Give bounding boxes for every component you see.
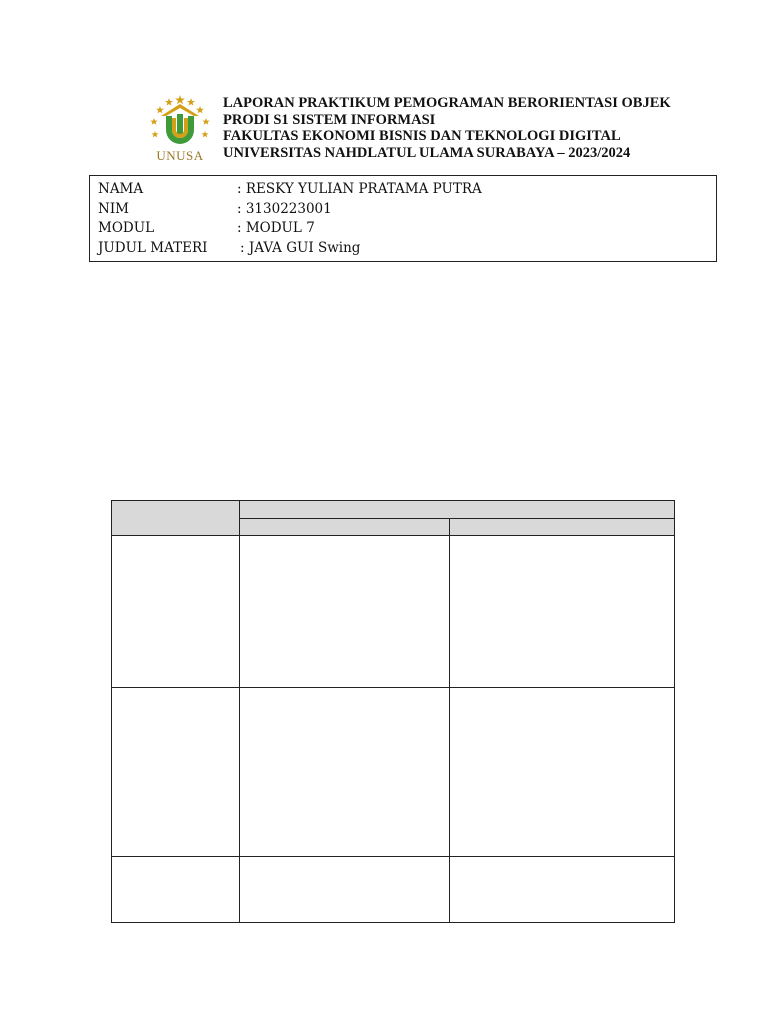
identity-row-modul [98, 219, 708, 239]
table-cell [111, 687, 240, 857]
table-cell [239, 687, 450, 857]
table-header-left [111, 500, 240, 536]
empty-table [111, 500, 675, 923]
logo-emblem-icon [147, 92, 213, 150]
identity-label: NAMA [98, 181, 144, 197]
header-line-university: UNIVERSITAS NAHDLATUL ULAMA SURABAYA – 2023/2024 [223, 144, 631, 161]
report-header [223, 95, 671, 161]
table-header-top [239, 500, 675, 519]
table-cell [239, 856, 450, 923]
header-line-program: PRODI S1 SISTEM INFORMASI [223, 111, 436, 128]
table-cell [239, 535, 450, 688]
identity-value: : MODUL 7 [237, 220, 315, 236]
table-cell [449, 856, 675, 923]
identity-label: JUDUL MATERI [98, 239, 208, 256]
identity-box [89, 175, 717, 262]
header-line-faculty: FAKULTAS EKONOMI BISNIS DAN TEKNOLOGI DIGITAL [223, 128, 621, 144]
table-cell [111, 535, 240, 688]
identity-value: : 3130223001 [237, 200, 332, 217]
table-cell [449, 687, 675, 857]
header-line-course: LAPORAN PRAKTIKUM PEMOGRAMAN BERORIENTASI OBJEK [223, 95, 671, 111]
identity-label: MODUL [98, 220, 155, 236]
identity-row-judul-materi [98, 239, 708, 259]
identity-value: : RESKY YULIAN PRATAMA PUTRA [237, 181, 482, 197]
identity-row-nama [98, 180, 708, 200]
table-cell [111, 856, 240, 923]
identity-value: : JAVA GUI Swing [240, 239, 361, 256]
table-subheader-2 [449, 518, 675, 536]
identity-row-nim [98, 200, 708, 220]
unusa-logo [147, 92, 213, 164]
identity-label: NIM [98, 200, 129, 217]
table-cell [449, 535, 675, 688]
logo-wordmark: UNUSA [156, 148, 204, 163]
table-subheader-1 [239, 518, 450, 536]
